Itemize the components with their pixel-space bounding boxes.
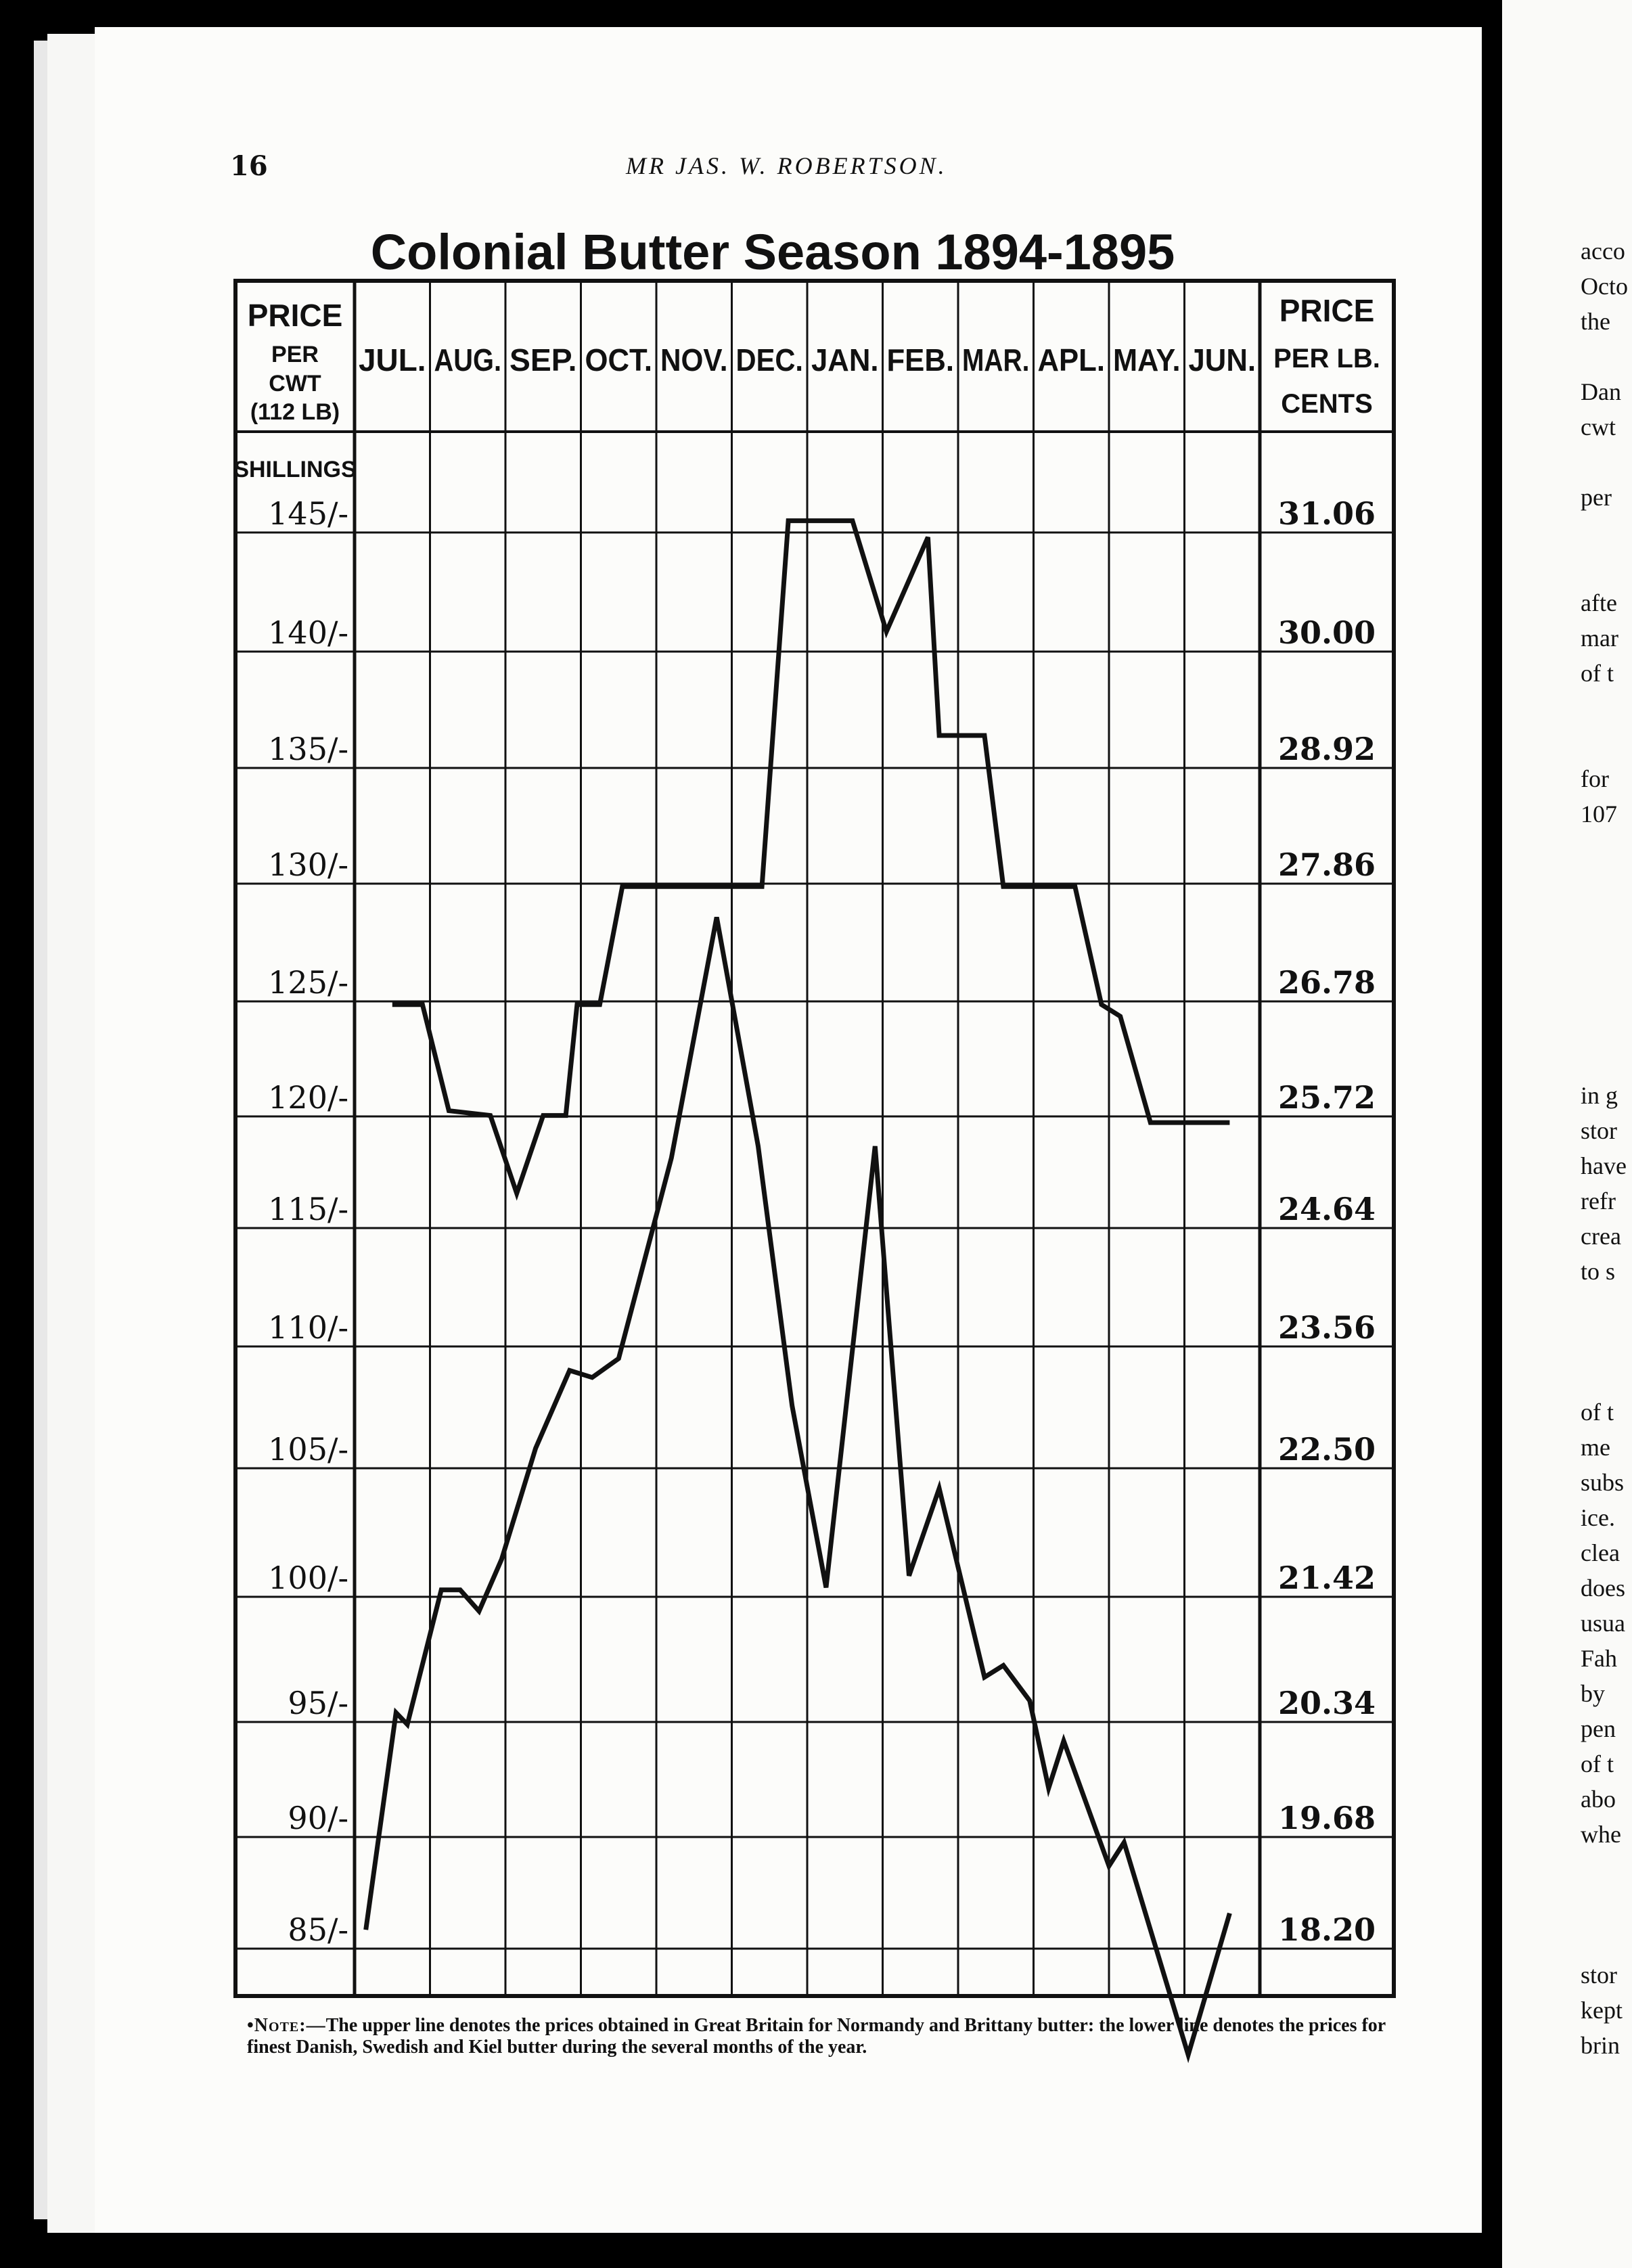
left-tick-label: 105/- bbox=[268, 1431, 348, 1468]
fragment-text: pen bbox=[1581, 1715, 1616, 1742]
right-tick-label: 25.72 bbox=[1277, 1079, 1376, 1116]
month-label: OCT. bbox=[585, 342, 652, 378]
right-tick-label: 20.34 bbox=[1277, 1685, 1376, 1721]
fragment-text: have bbox=[1581, 1152, 1627, 1179]
fragment-text: Dan bbox=[1581, 378, 1621, 405]
fragment-text: Octo bbox=[1581, 273, 1628, 300]
right-header-line: PRICE bbox=[1279, 293, 1375, 328]
left-tick-label: 135/- bbox=[268, 731, 348, 767]
left-tick-label: 110/- bbox=[268, 1309, 348, 1346]
running-head: MR JAS. W. ROBERTSON. bbox=[626, 152, 947, 179]
month-label: MAY. bbox=[1113, 342, 1181, 378]
left-tick-label: 125/- bbox=[268, 964, 348, 1001]
month-label: JUN. bbox=[1188, 342, 1256, 378]
right-tick-label: 26.78 bbox=[1277, 964, 1376, 1001]
right-header-line: PER LB. bbox=[1273, 344, 1380, 373]
right-tick-label: 27.86 bbox=[1277, 846, 1376, 883]
fragment-text: crea bbox=[1581, 1223, 1621, 1250]
fragment-text: kept bbox=[1581, 1997, 1623, 2024]
fragment-text: clea bbox=[1581, 1539, 1620, 1566]
fragment-text: abo bbox=[1581, 1786, 1616, 1813]
fragment-text: refr bbox=[1581, 1187, 1616, 1215]
left-header-line: PRICE bbox=[247, 298, 343, 333]
right-header-line: CENTS bbox=[1281, 389, 1373, 419]
left-tick-label: 120/- bbox=[268, 1079, 348, 1116]
fragment-text: does bbox=[1581, 1574, 1625, 1602]
month-label: AUG. bbox=[434, 342, 501, 378]
month-label: JAN. bbox=[811, 342, 879, 378]
fragment-text: for bbox=[1581, 765, 1609, 792]
fragment-text: per bbox=[1581, 484, 1612, 511]
right-tick-label: 19.68 bbox=[1277, 1800, 1376, 1836]
fragment-text: whe bbox=[1581, 1821, 1621, 1848]
left-tick-label: 100/- bbox=[268, 1560, 348, 1596]
left-tick-label: 130/- bbox=[268, 846, 348, 883]
left-tick-label: 115/- bbox=[268, 1191, 348, 1227]
left-tick-label: 145/- bbox=[268, 495, 348, 532]
left-header-line: (112 LB) bbox=[250, 399, 340, 425]
fragment-text: of t bbox=[1581, 1399, 1614, 1426]
fragment-text: ice. bbox=[1581, 1504, 1615, 1531]
month-label: MAR. bbox=[962, 342, 1030, 378]
left-tick-label: 140/- bbox=[268, 614, 348, 651]
note-prefix: •Note:— bbox=[247, 2015, 326, 2036]
fragment-text: by bbox=[1581, 1680, 1605, 1707]
chart-grid bbox=[235, 281, 1394, 1996]
fragment-text: of t bbox=[1581, 1750, 1614, 1777]
fragment-text: to s bbox=[1581, 1258, 1616, 1285]
fragment-text: usua bbox=[1581, 1610, 1625, 1637]
adjacent-page-fragments bbox=[1581, 0, 1632, 2268]
fragment-text: the bbox=[1581, 308, 1610, 335]
month-label: JUL. bbox=[359, 342, 426, 378]
fragment-text: afte bbox=[1581, 589, 1617, 616]
chart-frame bbox=[235, 281, 1394, 1996]
fragment-text: Fah bbox=[1581, 1645, 1617, 1672]
fragment-text: acco bbox=[1581, 237, 1625, 265]
fragment-text: in g bbox=[1581, 1082, 1618, 1109]
left-tick-label: 85/- bbox=[288, 1911, 348, 1948]
right-tick-label: 18.20 bbox=[1277, 1911, 1376, 1948]
right-tick-label: 30.00 bbox=[1277, 614, 1376, 651]
fragment-text: stor bbox=[1581, 1117, 1617, 1144]
month-label: FEB. bbox=[886, 342, 954, 378]
fragment-text: stor bbox=[1581, 1961, 1617, 1989]
left-unit-label: SHILLINGS bbox=[233, 457, 357, 482]
fragment-text: 107 bbox=[1581, 800, 1617, 827]
right-tick-label: 31.06 bbox=[1277, 495, 1376, 532]
series-line-lower bbox=[366, 917, 1230, 2055]
page-number: 16 bbox=[230, 150, 268, 182]
note-text: The upper line denotes the prices obtained in Great Britain for Normandy and Brittany butter: the lower line denotes the prices for finest Danish, Swedish and Kiel butter during the several months of the year. bbox=[247, 2015, 1386, 2058]
chart-title: Colonial Butter Season 1894-1895 bbox=[370, 224, 1175, 280]
fragment-text: me bbox=[1581, 1434, 1610, 1461]
month-label: DEC. bbox=[735, 342, 803, 378]
fragment-text: cwt bbox=[1581, 413, 1616, 440]
chart-series bbox=[366, 521, 1230, 2055]
left-header-line: PER bbox=[271, 342, 319, 367]
right-tick-label: 21.42 bbox=[1277, 1560, 1376, 1596]
fragment-text: subs bbox=[1581, 1469, 1625, 1496]
right-tick-label: 28.92 bbox=[1277, 731, 1376, 767]
fragment-text: brin bbox=[1581, 2032, 1620, 2059]
fragment-text: of t bbox=[1581, 660, 1614, 687]
left-tick-label: 95/- bbox=[288, 1685, 348, 1721]
left-header-line: CWT bbox=[269, 371, 321, 396]
right-tick-label: 24.64 bbox=[1277, 1191, 1376, 1227]
series-line-upper bbox=[392, 521, 1230, 1194]
fragment-text: mar bbox=[1581, 625, 1618, 652]
month-label: NOV. bbox=[660, 342, 728, 378]
left-tick-label: 90/- bbox=[288, 1800, 348, 1836]
right-tick-label: 23.56 bbox=[1277, 1309, 1376, 1346]
month-label: APL. bbox=[1037, 342, 1105, 378]
month-label: SEP. bbox=[509, 342, 577, 378]
chart-note bbox=[247, 2015, 1401, 2058]
right-tick-label: 22.50 bbox=[1277, 1431, 1376, 1468]
